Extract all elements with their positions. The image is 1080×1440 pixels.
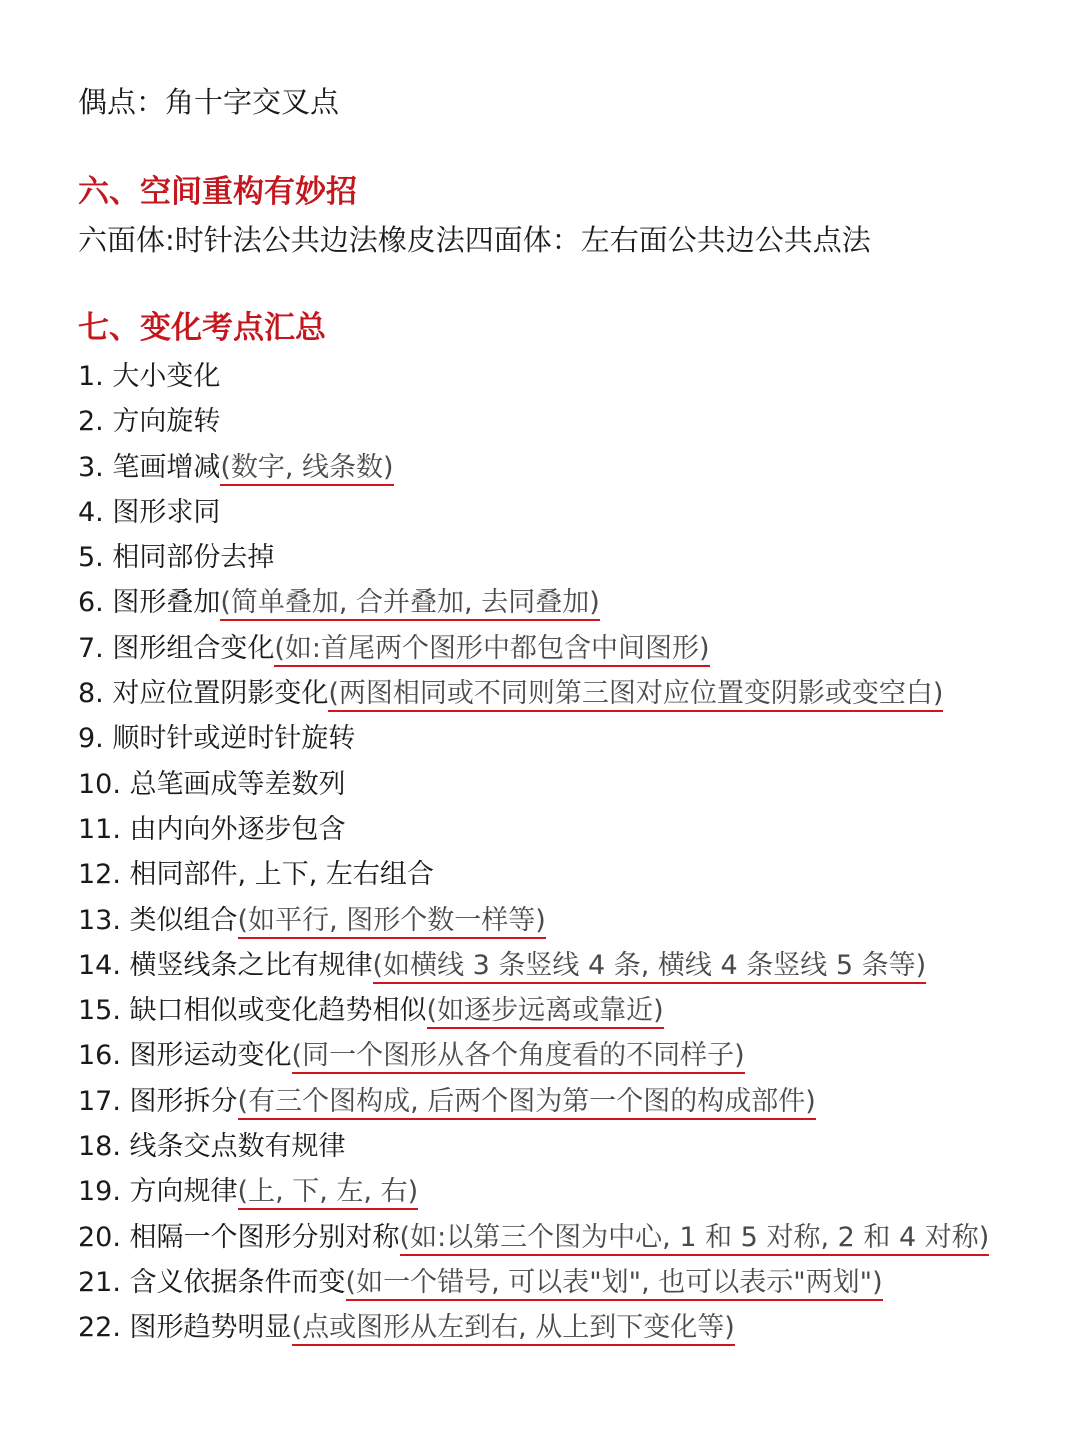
list-item [78, 401, 989, 446]
list-item-text: 顺时针或逆时针旋转 [112, 723, 356, 755]
list-item-note: (点或图形从左到右, 从上到下变化等) [292, 1312, 735, 1346]
list-item-text: 类似组合 [129, 904, 238, 936]
list-item-note: (如横线 3 条竖线 4 条, 横线 4 条竖线 5 条等) [373, 950, 927, 984]
list-item [78, 1171, 989, 1216]
list-item [78, 537, 989, 582]
list-item-text: 图形叠加 [112, 587, 221, 619]
list-item-number: 2. [78, 406, 104, 438]
list-item [78, 356, 989, 401]
list-item-text: 线条交点数有规律 [129, 1131, 346, 1163]
list-item-number: 12. [78, 859, 121, 891]
list-item [78, 945, 989, 990]
list-item-number: 8. [78, 678, 104, 710]
list-item-number: 7. [78, 632, 104, 664]
list-item-note: (如一个错号, 可以表"划", 也可以表示"两划") [346, 1267, 883, 1301]
list-item [78, 673, 989, 718]
list-item-number: 11. [78, 813, 121, 845]
list-item [78, 854, 989, 899]
list-item [78, 492, 989, 537]
list-item [78, 990, 989, 1035]
list-item-text: 笔画增减 [112, 451, 221, 483]
list-item-text: 图形运动变化 [129, 1040, 292, 1072]
list-item [78, 718, 989, 763]
list-item-number: 6. [78, 587, 104, 619]
list-item-text: 相隔一个图形分别对称 [129, 1221, 400, 1253]
list-item [78, 900, 989, 945]
list-item-number: 19. [78, 1176, 121, 1208]
list-item-number: 4. [78, 496, 104, 528]
list-item [78, 1126, 989, 1171]
list-item-text: 相同部份去掉 [112, 542, 275, 574]
list-item-text: 由内向外逐步包含 [129, 813, 346, 845]
list-item-number: 3. [78, 451, 104, 483]
intro-line: 偶点：角十字交叉点 [78, 85, 340, 119]
list-item-text: 图形求同 [112, 496, 221, 528]
list-item-number: 13. [78, 904, 121, 936]
list-item-number: 17. [78, 1085, 121, 1117]
list-item-text: 相同部件, 上下, 左右组合 [129, 859, 434, 891]
list-item-text: 对应位置阴影变化 [112, 678, 329, 710]
list-item [78, 1081, 989, 1126]
list-item-text: 大小变化 [112, 361, 221, 392]
list-item-note: (上, 下, 左, 右) [238, 1176, 419, 1210]
list-item-note: (同一个图形从各个角度看的不同样子) [292, 1040, 745, 1074]
list-item-note: (两图相同或不同则第三图对应位置变阴影或变空白) [328, 678, 943, 712]
list-item-number: 22. [78, 1312, 121, 1344]
list-item-note: (数字, 线条数) [220, 452, 393, 486]
list-item-number: 16. [78, 1040, 121, 1072]
list-item [78, 809, 989, 854]
list-item-note: (如:首尾两个图形中都包含中间图形) [274, 633, 709, 667]
list-item-number: 21. [78, 1266, 121, 1298]
list-item-number: 15. [78, 995, 121, 1027]
list-item-number: 10. [78, 768, 121, 800]
list-item-number: 14. [78, 949, 121, 981]
section-7-heading: 七、变化考点汇总 [78, 310, 326, 346]
section-6-heading: 六、空间重构有妙招 [78, 174, 357, 210]
list-item-text: 含义依据条件而变 [129, 1266, 346, 1298]
list-item-number: 5. [78, 542, 104, 574]
list-item-text: 缺口相似或变化趋势相似 [129, 995, 427, 1027]
list-item-text: 横竖线条之比有规律 [129, 949, 373, 981]
list-item-text: 总笔画成等差数列 [129, 768, 346, 800]
list-item [78, 582, 989, 627]
list-item [78, 1262, 989, 1307]
list-item-text: 方向规律 [129, 1176, 238, 1208]
list-item-note: (简单叠加, 合并叠加, 去同叠加) [220, 587, 599, 621]
change-points-list [78, 356, 989, 1353]
list-item-number: 9. [78, 723, 104, 755]
list-item-note: (如平行, 图形个数一样等) [238, 905, 546, 939]
list-item-note: (如:以第三个图为中心, 1 和 5 对称, 2 和 4 对称) [400, 1222, 990, 1256]
list-item-number: 18. [78, 1131, 121, 1163]
list-item-text: 方向旋转 [112, 406, 221, 438]
list-item-number: 1. [78, 361, 104, 392]
list-item [78, 1307, 989, 1352]
list-item-note: (有三个图构成, 后两个图为第一个图的构成部件) [238, 1086, 816, 1120]
list-item [78, 447, 989, 492]
list-item [78, 1217, 989, 1262]
list-item-text: 图形拆分 [129, 1085, 238, 1117]
list-item-text: 图形组合变化 [112, 632, 275, 664]
list-item-text: 图形趋势明显 [129, 1312, 292, 1344]
section-6-body: 六面体:时针法公共边法橡皮法四面体：左右面公共边公共点法 [78, 223, 871, 257]
list-item-number: 20. [78, 1221, 121, 1253]
list-item [78, 1035, 989, 1080]
list-item-note: (如逐步远离或靠近) [427, 995, 664, 1029]
list-item [78, 628, 989, 673]
list-item [78, 764, 989, 809]
